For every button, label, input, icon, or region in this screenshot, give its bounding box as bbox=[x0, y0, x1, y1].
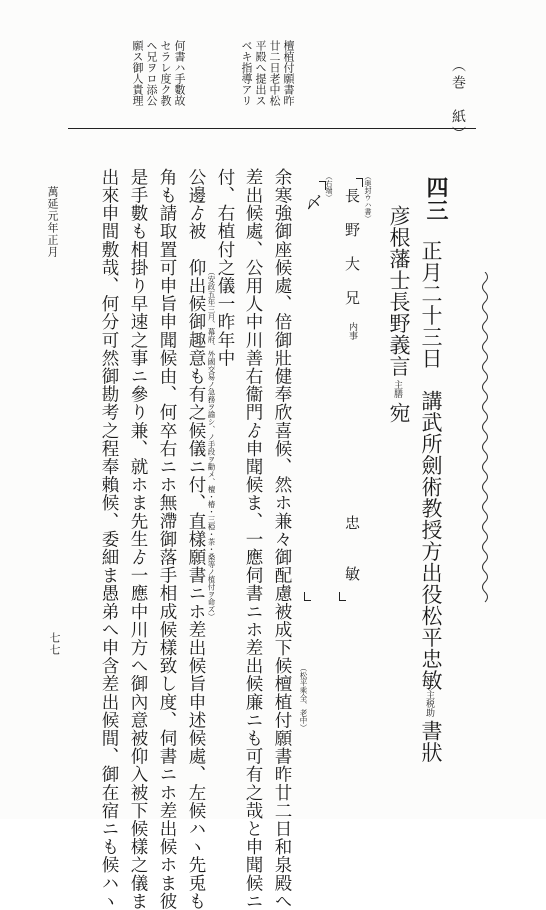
header-note-line: 願ス御人貴理 bbox=[131, 40, 144, 106]
scroll-format-note: （巻 紙） bbox=[450, 58, 466, 143]
document-number: 四三 bbox=[423, 176, 448, 222]
bracket-mark bbox=[356, 178, 363, 187]
header-note-line: 平殿へ提出ス bbox=[254, 40, 267, 106]
body-line: 差出候處、公用人中川善右衞門ゟ申聞候ま、一應伺書ニホ差出候廉ニも可有之哉と申聞候ニ bbox=[243, 168, 263, 910]
header-divider bbox=[68, 128, 476, 129]
title-end: 書狀 bbox=[419, 720, 443, 763]
document-date: 正月二十三日 bbox=[419, 240, 443, 369]
header-note-line: ヘ兄ヲロ添公 bbox=[145, 40, 158, 106]
body-line: 角も請取置可申旨申聞候由、何卒右ニホ無滯御落手相成候樣致し度、伺書ニホ差出候ホま彼 bbox=[157, 168, 177, 910]
annotation-matsudaira: （松平乘全、老中） bbox=[299, 664, 308, 732]
annotation-ansei: （安政五年三月、幕府、外國交易ノ急務ヲ諭シ、ノ手段ヲ勸メ、檀・椿・三椏・茶・桑等ノ植付ヲ命ズ） bbox=[207, 268, 216, 621]
header-note-line: ベキ指導アリ bbox=[240, 40, 253, 106]
body-line: 公邊ゟ被 仰出候御趣意も有之候儀ニ付、直樣願書ニホ差出候旨申述候處、左候ハヽ先兎も bbox=[186, 168, 206, 910]
era-header: 萬延元年正月 bbox=[46, 186, 59, 258]
body-line: 出來申間敷哉、何分可然御勘考之程奉賴候、委細ま愚弟へ申含差出候間、御在宿ニも候ハヽ bbox=[99, 168, 119, 910]
sender-name: 忠 敏 bbox=[343, 515, 361, 583]
bracket-mark bbox=[339, 592, 346, 601]
cross-mark: 〆 bbox=[306, 193, 323, 212]
wavy-margin-line bbox=[478, 272, 492, 607]
title-small-name: 主税助 bbox=[424, 690, 434, 717]
addressee-name: 長 野 大 兄 bbox=[343, 188, 361, 307]
author-small-name: 主膳 bbox=[392, 380, 402, 398]
envelope-note: （奥封ウハ書） bbox=[364, 173, 372, 222]
header-note-line: セラレ度ク教 bbox=[159, 40, 172, 106]
bracket-mark bbox=[319, 181, 326, 190]
page-number: 七七 bbox=[48, 632, 61, 656]
document-author: 彦根藩士長野義言 bbox=[387, 205, 411, 377]
header-note-line: 廿二日老中松 bbox=[268, 40, 281, 106]
addressee-small: 内事 bbox=[347, 322, 357, 340]
bracket-mark bbox=[304, 592, 311, 601]
author-end: 宛 bbox=[387, 402, 411, 424]
header-note-line: 檀植付願書昨 bbox=[282, 40, 295, 106]
body-line: 余寒強御座候處、倍御壯健奉欣喜候、然ホ兼々御配慮被成下候檀植付願書昨廿二日和泉殿へ bbox=[272, 168, 292, 910]
right-end-note: （右端） bbox=[325, 173, 333, 201]
body-line: 付、右植付之儀一昨年中 bbox=[215, 168, 235, 368]
header-note-line: 何書ハ手數故 bbox=[173, 40, 186, 106]
body-line: 是手數も相掛り早速之事ニ參り兼、就ホま先生ゟ一應中川方へ御內意被仰入被下候樣之儀ま bbox=[128, 168, 148, 910]
document-title: 講武所劍術教授方出役松平忠敏 bbox=[419, 390, 443, 691]
